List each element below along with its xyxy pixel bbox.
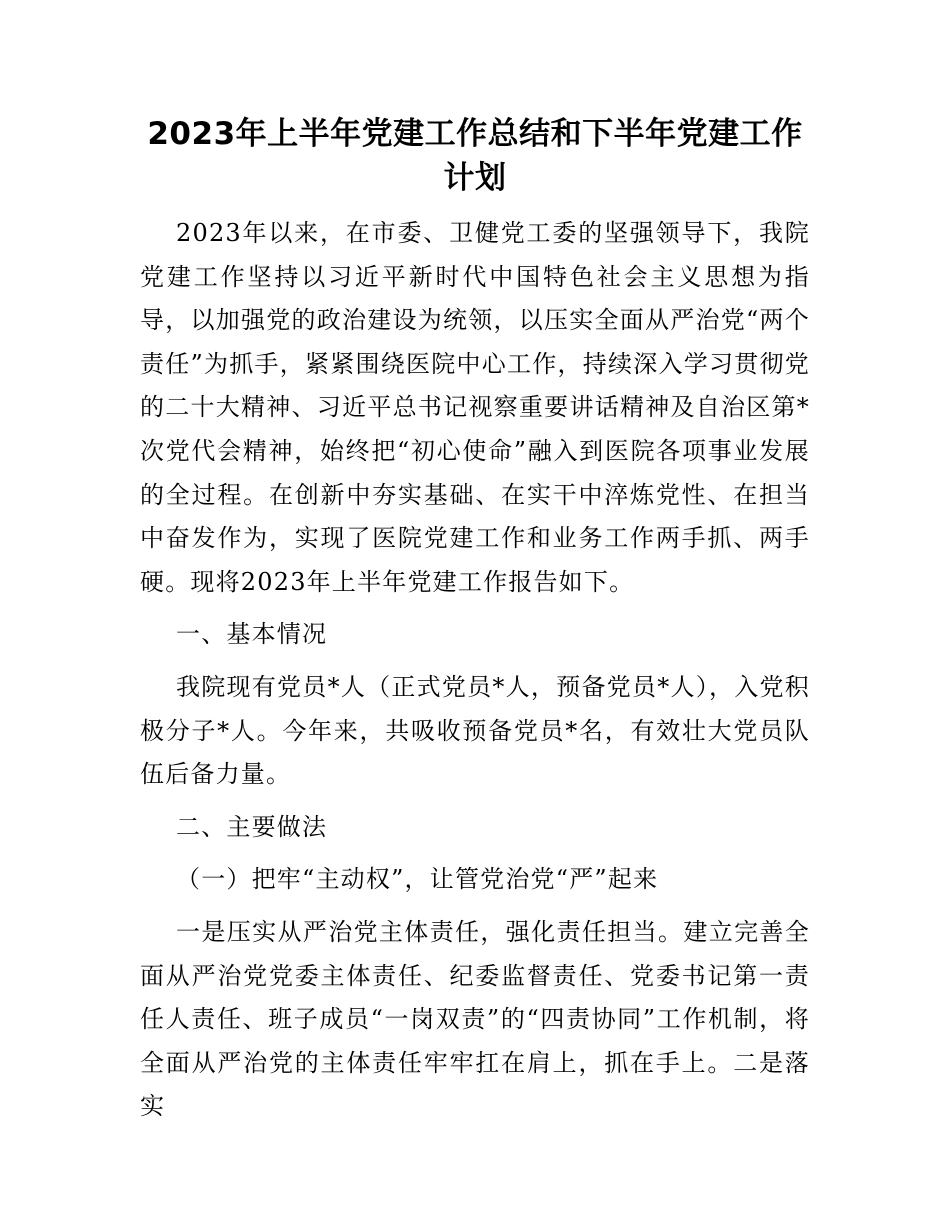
document-page bbox=[140, 112, 810, 1129]
section-heading-methods: 二、主要做法 bbox=[176, 812, 328, 841]
intro-paragraph: 2023年以来，在市委、卫健党工委的坚强领导下，我院党建工作坚持以习近平新时代中国特色社会主义思想为指导，以加强党的政治建设为统领，以压实全面从严治党“两个责任”为抓手，紧紧围绕医院中心工作，持续深入学习贯彻党的二十大精神、习近平总书记视察重要讲话精神及自治区第*次党代会精神，始终把“初心使命”融入到医院各项事业发展的全过程。在创新中夯实基础、在实干中淬炼党性、在担当中奋发作为，实现了医院党建工作和业务工作两手抓、两手硬。现将2023年上半年党建工作报告如下。 bbox=[140, 219, 810, 596]
section-heading-basic: 一、基本情况 bbox=[176, 620, 328, 649]
subsection-heading-1: （一）把牢“主动权”，让管党治党“严”起来 bbox=[176, 865, 659, 894]
methods-paragraph: 一是压实从严治党主体责任，强化责任担当。建立完善全面从严治党党委主体责任、纪委监督责任、党委书记第一责任人责任、班子成员“一岗双责”的“四责协同”工作机制，将全面从严治党的主体责任牢牢扛在肩上，抓在手上。二是落实 bbox=[140, 917, 810, 1121]
document-title: 2023年上半年党建工作总结和下半年党建工作计划 bbox=[147, 116, 803, 196]
basic-situation-paragraph: 我院现有党员*人（正式党员*人，预备党员*人），入党积极分子*人。今年来，共吸收预备党员*名，有效壮大党员队伍后备力量。 bbox=[140, 672, 810, 789]
